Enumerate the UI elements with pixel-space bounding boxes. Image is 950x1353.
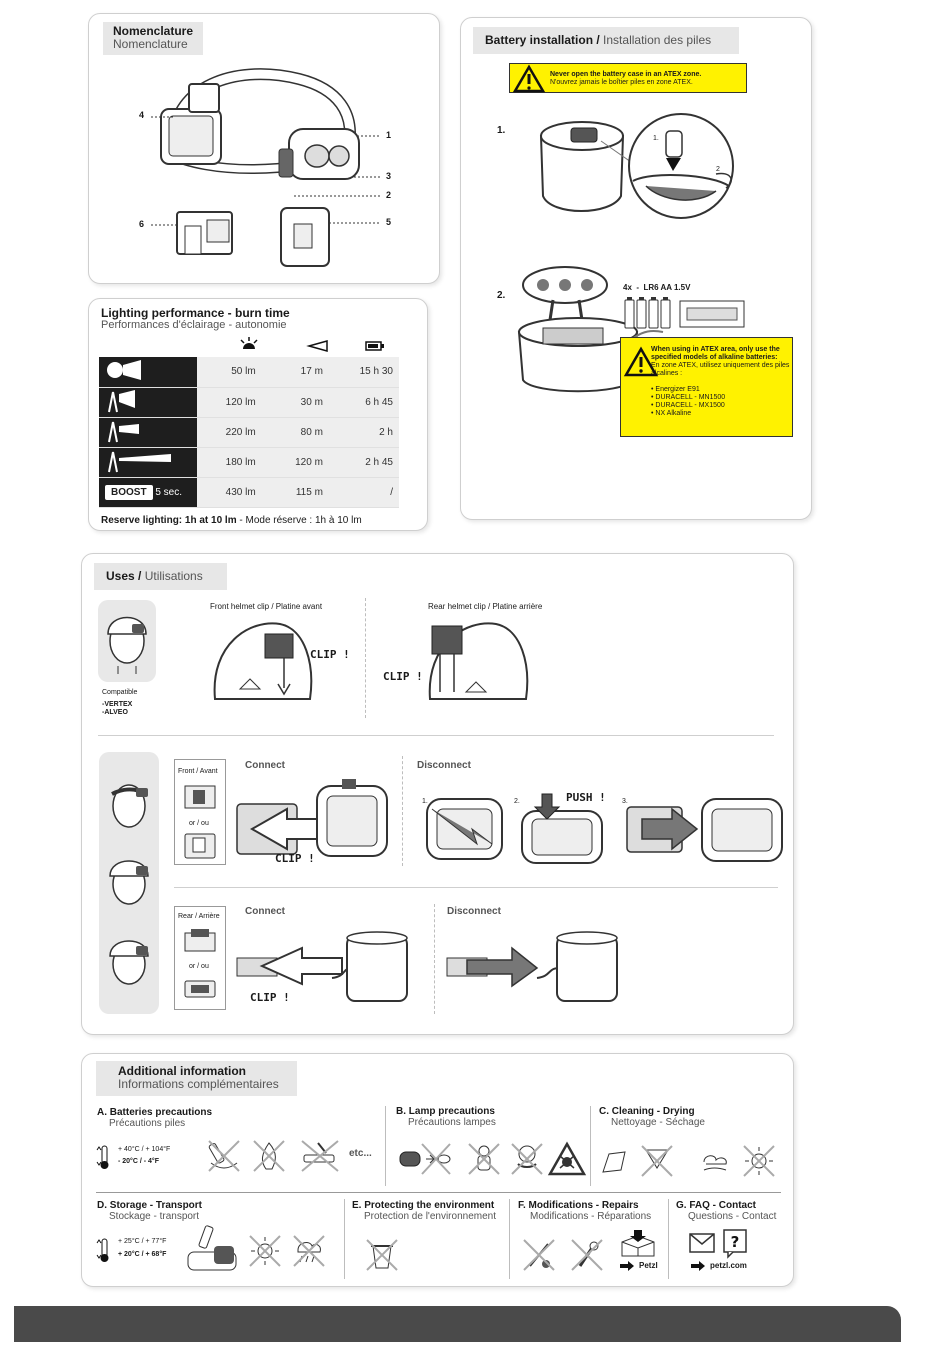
step-label: 3.: [622, 798, 628, 805]
clip-label: CLIP !: [275, 852, 315, 865]
callout-6: 6: [139, 219, 145, 229]
mail-icon: [688, 1232, 716, 1254]
tripod-long-beam-icon: [105, 448, 175, 474]
duration-cell: 15 h 30: [337, 357, 399, 387]
section-a: A. Batteries precautions Précautions piles: [97, 1107, 213, 1129]
atex-warning-1: Never open the battery case in an ATEX zone. N'ouvrez jamais le boîtier piles en zone ATEX.: [509, 63, 747, 93]
headlamp-illustration: [89, 14, 440, 284]
table-row: [99, 477, 399, 507]
distance-cell: 30 m: [270, 387, 337, 417]
mode-icon-cell: [99, 447, 197, 477]
battery-model: • DURACELL - MX1500: [651, 402, 725, 409]
reserve-lighting: Reserve lighting: 1h at 10 lm - Mode réserve : 1h à 10 lm: [101, 515, 362, 526]
atex-warning-2: When using in ATEX area, only use the specified models of alkaline batteries: En zone ATEX, utilisez uniquement des piles alcalines : • Energizer E91 • DURACELL - MN1500 • DURACELL - MX1500 • NX Alkaline: [620, 337, 793, 437]
push-label: PUSH !: [566, 791, 606, 804]
step-2-label: 2.: [497, 290, 506, 301]
duration-cell: 2 h: [337, 417, 399, 447]
temp-low: + 20°C / + 68°F: [118, 1251, 167, 1258]
no-crushing-icon: [300, 1139, 340, 1173]
temp-high: + 25°C / + 77°F: [118, 1238, 167, 1245]
head-with-helmet-icon: [102, 606, 152, 676]
connect-heading: Connect: [245, 906, 285, 917]
tripod-wide-beam-icon: [105, 418, 145, 444]
compatible-label: Compatible: [102, 689, 138, 696]
section-c: C. Cleaning - Drying Nettoyage - Séchage: [599, 1106, 705, 1128]
rear-clip-label: Rear helmet clip / Platine arrière: [428, 602, 543, 611]
rear-disconnect-illustration: [442, 928, 622, 1018]
front-disconnect-step3: [622, 789, 792, 869]
mode-icon-cell: [99, 357, 197, 387]
divider: [668, 1199, 669, 1279]
thermometer-icon: [96, 1144, 112, 1170]
no-children-icon: [467, 1142, 501, 1176]
table-row: [99, 357, 399, 387]
question-icon: [722, 1228, 750, 1258]
sub-step-1: 1.: [653, 135, 659, 142]
section-g: G. FAQ - Contact Questions - Contact: [676, 1200, 777, 1222]
table-row: [99, 447, 399, 477]
boost-cell: BOOST 5 sec.: [99, 477, 197, 507]
connect-heading: Connect: [245, 760, 285, 771]
divider: [434, 904, 435, 1014]
return-package-icon: [618, 1230, 658, 1260]
distance-cell: 17 m: [270, 357, 337, 387]
sub-step-2: 2: [716, 166, 720, 173]
compatible-model: -ALVEO: [102, 709, 128, 716]
callout-2: 2: [386, 190, 392, 200]
divider: [344, 1199, 345, 1279]
rear-connect-illustration: [232, 928, 412, 1018]
step-label: 1.: [422, 798, 428, 805]
boost-badge: BOOST: [105, 485, 153, 500]
uses-panel: [81, 553, 794, 1035]
no-trash-bin-icon: [365, 1238, 399, 1272]
svg-text:?: ?: [730, 1233, 740, 1251]
brightness-icon: [239, 337, 259, 351]
no-water-icon: [207, 1139, 241, 1173]
lumens-cell: 120 lm: [197, 387, 269, 417]
aa-batteries-icon: [623, 296, 673, 330]
callout-3: 3: [386, 171, 392, 181]
disconnect-heading: Disconnect: [417, 760, 471, 771]
mode-icon-cell: [99, 387, 197, 417]
duration-cell: /: [337, 477, 399, 507]
battery-model: • Energizer E91: [651, 386, 700, 393]
no-eye-exposure-icon: [396, 1142, 452, 1176]
step-label: 2.: [514, 798, 520, 805]
battery-model: • DURACELL - MN1500: [651, 394, 726, 401]
tripod-beam-icon: [105, 388, 145, 414]
divider: [590, 1106, 591, 1186]
danger-skull-icon: [548, 1142, 586, 1176]
battery-title: Battery installation / Installation des piles: [473, 27, 739, 54]
divider: [365, 598, 366, 718]
no-sun-icon: [742, 1144, 776, 1178]
callout-1: 1: [386, 130, 392, 140]
or-label: or / ou: [189, 963, 209, 970]
section-rule: [98, 735, 774, 736]
rear-helmet-clip-illustration: [422, 614, 532, 714]
section-d: D. Storage - Transport Stockage - transport: [97, 1200, 203, 1222]
battery-orientation-icon: [679, 300, 745, 328]
rear-mount-box: Rear / Arrière or / ou: [174, 906, 226, 1010]
disconnect-heading: Disconnect: [447, 906, 501, 917]
distance-icon: [307, 340, 329, 352]
performance-table: [99, 357, 399, 508]
additional-title: Additional information Informations complémentaires: [96, 1061, 297, 1096]
head-with-helmet-icon: [104, 852, 154, 912]
additional-panel: [81, 1053, 794, 1287]
head-with-headlamp-icon: [104, 776, 154, 836]
lumens-cell: 50 lm: [197, 357, 269, 387]
temp-high: + 40°C / + 104°F: [118, 1146, 171, 1153]
no-sewing-icon: [522, 1238, 556, 1272]
battery-spec: 4x - LR6 AA 1.5V: [623, 283, 691, 292]
petzl-website-link[interactable]: petzl.com: [710, 1261, 747, 1270]
callout-4: 4: [139, 110, 145, 120]
step-1-label: 1.: [497, 125, 506, 136]
temp-low: - 20°C / - 4°F: [118, 1158, 159, 1165]
battery-panel: [460, 17, 812, 520]
head-with-helmet-icon: [104, 932, 154, 992]
duration-cell: 2 h 45: [337, 447, 399, 477]
battery-duration-icon: [365, 340, 385, 352]
table-row: [99, 417, 399, 447]
duration-cell: 6 h 45: [337, 387, 399, 417]
divider: [402, 756, 403, 866]
head-beam-icon: [105, 357, 145, 383]
mode-icon-cell: [99, 417, 197, 447]
section-rule: [174, 887, 778, 888]
no-tools-icon: [570, 1238, 604, 1272]
front-helmet-clip-illustration: [210, 614, 320, 714]
lighting-panel: [88, 298, 428, 531]
air-dry-icon: [700, 1148, 730, 1178]
arrow-right-icon: [619, 1261, 635, 1271]
wipe-cloth-icon: [599, 1148, 629, 1178]
petzl-return-label: Petzl: [639, 1261, 658, 1270]
or-label: or / ou: [189, 820, 209, 827]
compatible-model: -VERTEX: [102, 701, 133, 708]
nomenclature-title: Nomenclature Nomenclature: [103, 22, 203, 55]
clip-label: CLIP !: [383, 670, 423, 683]
battery-case-open-illustration: [521, 116, 812, 226]
divider: [385, 1106, 386, 1186]
no-humidity-icon: [292, 1234, 326, 1268]
section-f: F. Modifications - Repairs Modifications - Réparations: [518, 1200, 652, 1222]
rear-mount-alt-icon: [181, 977, 221, 1003]
no-strangulation-icon: [510, 1142, 544, 1176]
no-fire-icon: [252, 1139, 286, 1173]
lamp-with-battery-icon: [184, 1224, 240, 1274]
clip-label: CLIP !: [310, 648, 350, 661]
battery-model: • NX Alkaline: [651, 410, 692, 417]
distance-cell: 120 m: [270, 447, 337, 477]
arrow-right-icon: [690, 1261, 706, 1271]
front-mount-alt-icon: [181, 832, 221, 862]
etc-label: etc...: [349, 1148, 372, 1159]
table-row: [99, 387, 399, 417]
callout-5: 5: [386, 217, 392, 227]
thermometer-icon: [96, 1237, 112, 1263]
front-mount-box: Front / Avant or / ou: [174, 759, 226, 865]
no-sun-icon: [248, 1234, 282, 1268]
lumens-cell: 430 lm: [197, 477, 269, 507]
front-clip-label: Front helmet clip / Platine avant: [210, 602, 323, 611]
distance-cell: 115 m: [270, 477, 337, 507]
clip-label: CLIP !: [250, 991, 290, 1004]
rear-mount-icon: [181, 927, 221, 957]
section-b: B. Lamp precautions Précautions lampes: [396, 1106, 496, 1128]
lumens-cell: 220 lm: [197, 417, 269, 447]
lighting-title: Lighting performance - burn time Performances d'éclairage - autonomie: [101, 306, 290, 331]
uses-title: Uses / Utilisations: [94, 563, 227, 590]
footer-bar: [14, 1306, 901, 1342]
section-rule: [96, 1192, 781, 1193]
lumens-cell: 180 lm: [197, 447, 269, 477]
section-e: E. Protecting the environment Protection de l'environnement: [352, 1200, 496, 1222]
front-mount-icon: [181, 782, 221, 812]
divider: [509, 1199, 510, 1279]
nomenclature-panel: [88, 13, 440, 284]
distance-cell: 80 m: [270, 417, 337, 447]
warning-icon: [514, 66, 544, 92]
no-solvent-icon: [640, 1144, 674, 1178]
front-disconnect-step1: [417, 789, 512, 869]
